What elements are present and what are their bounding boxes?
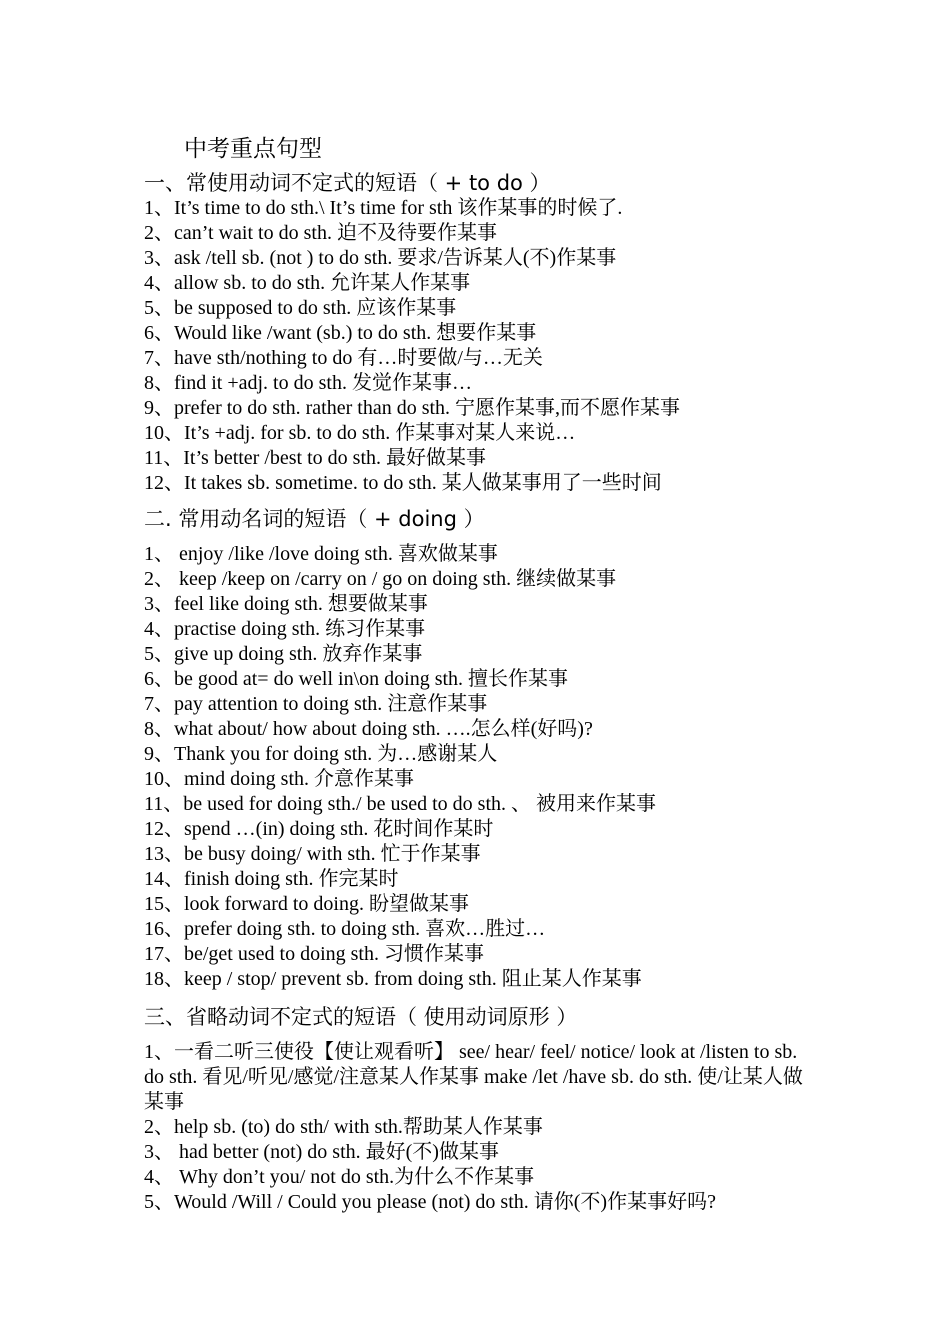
section-heading-2: 二. 常用动名词的短语（ + doing ） — [144, 507, 485, 531]
list-item: 15、look forward to doing. 盼望做某事 — [144, 893, 469, 915]
list-item: 10、It’s +adj. for sb. to do sth. 作某事对某人来说… — [144, 422, 576, 444]
list-item: 14、finish doing sth. 作完某时 — [144, 868, 399, 890]
list-item: 8、what about/ how about doing sth. ….怎么样(好吗)? — [144, 718, 593, 740]
list-item: 18、keep / stop/ prevent sb. from doing sth. 阻止某人作某事 — [144, 968, 642, 990]
page-title: 中考重点句型 — [184, 136, 322, 162]
list-item: 1、It’s time to do sth.\ It’s time for sth 该作某事的时候了. — [144, 197, 623, 219]
list-item: 3、ask /tell sb. (not ) to do sth. 要求/告诉某人(不)作某事 — [144, 247, 617, 269]
list-item: 9、Thank you for doing sth. 为…感谢某人 — [144, 743, 498, 765]
list-item: 3、 had better (not) do sth. 最好(不)做某事 — [144, 1141, 499, 1163]
list-item: 3、feel like doing sth. 想要做某事 — [144, 593, 428, 615]
list-item: 12、It takes sb. sometime. to do sth. 某人做某事用了一些时间 — [144, 472, 662, 494]
list-item: 5、give up doing sth. 放弃作某事 — [144, 643, 423, 665]
list-item: 8、find it +adj. to do sth. 发觉作某事… — [144, 372, 472, 394]
list-item: 1、 enjoy /like /love doing sth. 喜欢做某事 — [144, 543, 498, 565]
list-item: 13、be busy doing/ with sth. 忙于作某事 — [144, 843, 481, 865]
list-item: 12、spend …(in) doing sth. 花时间作某时 — [144, 818, 494, 840]
section-list-2 — [144, 542, 824, 992]
document-body — [144, 132, 824, 1215]
list-item: 4、practise doing sth. 练习作某事 — [144, 618, 426, 640]
list-item: 4、 Why don’t you/ not do sth.为什么不作某事 — [144, 1166, 535, 1188]
list-item: 11、be used for doing sth./ be used to do sth. 、 被用来作某事 — [144, 793, 657, 815]
list-item: 2、 keep /keep on /carry on / go on doing sth. 继续做某事 — [144, 568, 617, 590]
list-item: 1、一看二听三使役【使让观看听】 see/ hear/ feel/ notice/ look at /listen to sb. do sth. 看见/听见/感觉/注意某人作某事 make /let /have sb. do sth. 使/让某人做某事 — [144, 1041, 803, 1113]
list-item: 4、allow sb. to do sth. 允许某人作某事 — [144, 272, 471, 294]
section-list-1 — [144, 196, 824, 496]
list-item: 17、be/get used to doing sth. 习惯作某事 — [144, 943, 484, 965]
list-item: 9、prefer to do sth. rather than do sth. 宁愿作某事,而不愿作某事 — [144, 397, 681, 419]
list-item: 7、pay attention to doing sth. 注意作某事 — [144, 693, 488, 715]
list-item: 7、have sth/nothing to do 有…时要做/与…无关 — [144, 347, 543, 369]
list-item: 6、be good at= do well in\on doing sth. 擅长作某事 — [144, 668, 569, 690]
list-item: 5、Would /Will / Could you please (not) do sth. 请你(不)作某事好吗? — [144, 1191, 716, 1213]
section-heading-1: 一、常使用动词不定式的短语（ + to do ） — [144, 171, 551, 195]
section-heading-3: 三、省略动词不定式的短语（ 使用动词原形 ） — [144, 1005, 578, 1029]
list-item: 5、be supposed to do sth. 应该作某事 — [144, 297, 457, 319]
list-item: 2、help sb. (to) do sth/ with sth.帮助某人作某事 — [144, 1116, 543, 1138]
list-item: 2、can’t wait to do sth. 迫不及待要作某事 — [144, 222, 497, 244]
list-item: 10、mind doing sth. 介意作某事 — [144, 768, 415, 790]
list-item: 16、prefer doing sth. to doing sth. 喜欢…胜过… — [144, 918, 546, 940]
list-item: 11、It’s better /best to do sth. 最好做某事 — [144, 447, 487, 469]
section-list-3 — [144, 1040, 824, 1215]
list-item: 6、Would like /want (sb.) to do sth. 想要作某事 — [144, 322, 537, 344]
